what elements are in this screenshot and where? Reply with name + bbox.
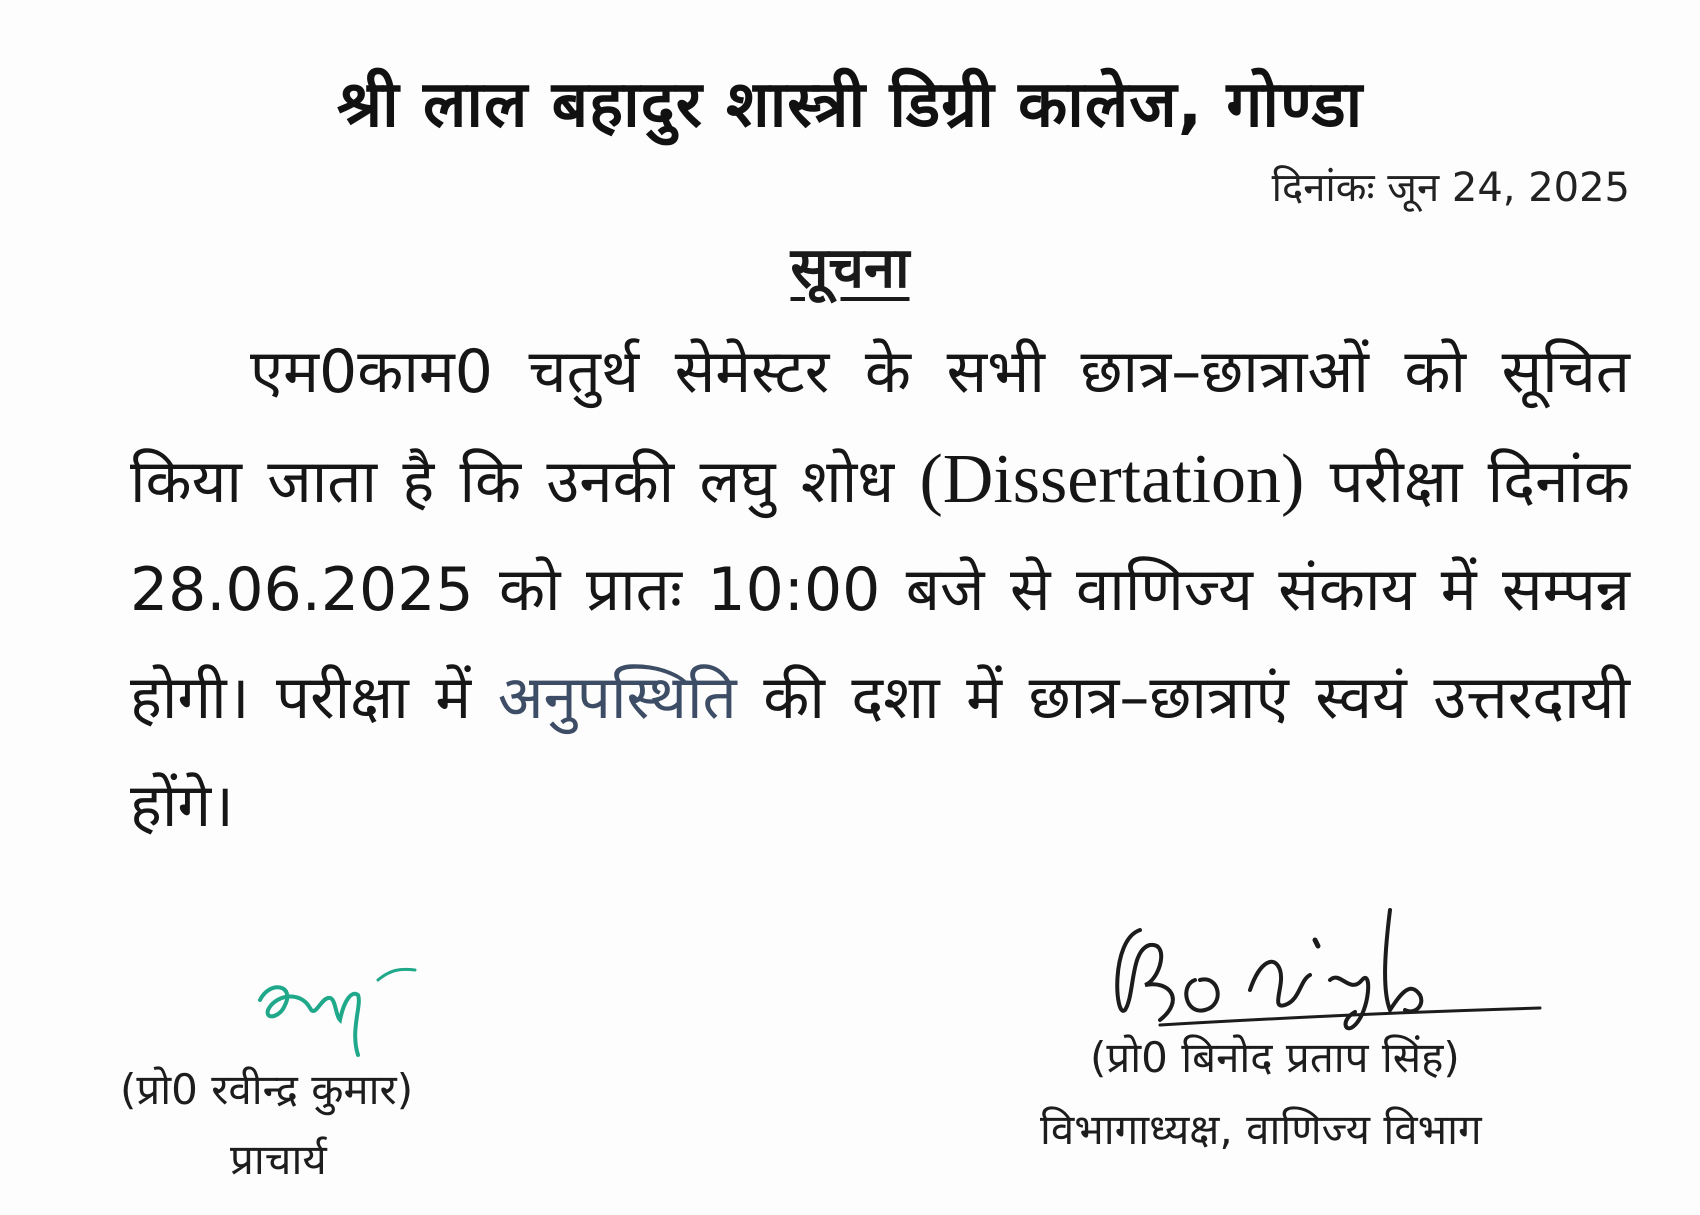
- principal-designation: प्राचार्य: [230, 1135, 327, 1184]
- principal-signature-block: [120, 960, 540, 1200]
- notice-body-part4: की दशा में छात्र–छात्राएं स्वयं उत्तरदायी होंगे।: [130, 663, 1630, 841]
- hod-designation: विभागाध्यक्ष, वाणिज्य विभाग: [1040, 1105, 1482, 1154]
- notice-body-part3: अनुपस्थिति: [497, 663, 737, 733]
- notice-date: दिनांकः जून 24, 2025: [1271, 165, 1630, 211]
- hod-name: (प्रो0 बिनोद प्रताप सिंह): [1090, 1033, 1460, 1082]
- principal-signature-mark: [240, 960, 440, 1060]
- notice-heading: [0, 228, 1700, 304]
- notice-body-part1: एम0काम0 चतुर्थ सेमेस्टर के सभी छात्र–छात्राओं को सूचित किया जाता है कि उनकी लघु शोध: [130, 337, 1630, 517]
- principal-name: (प्रो0 रवीन्द्र कुमार): [120, 1065, 414, 1114]
- notice-body-english-term: (Dissertation): [919, 441, 1305, 518]
- notice-body-part2: परीक्षा दिनांक 28.06.2025 को प्रातः 10:00 बजे से वाणिज्य संकाय में सम्पन्न होगी। परीक्षा में: [130, 447, 1630, 733]
- notice-body: [130, 318, 1630, 860]
- college-name: श्री लाल बहादुर शास्त्री डिग्री कालेज, गोण्डा: [336, 68, 1364, 142]
- hod-signature-mark: [1100, 900, 1560, 1040]
- hod-signature-block: [1040, 900, 1660, 1200]
- notice-heading-text: सूचना: [790, 236, 910, 301]
